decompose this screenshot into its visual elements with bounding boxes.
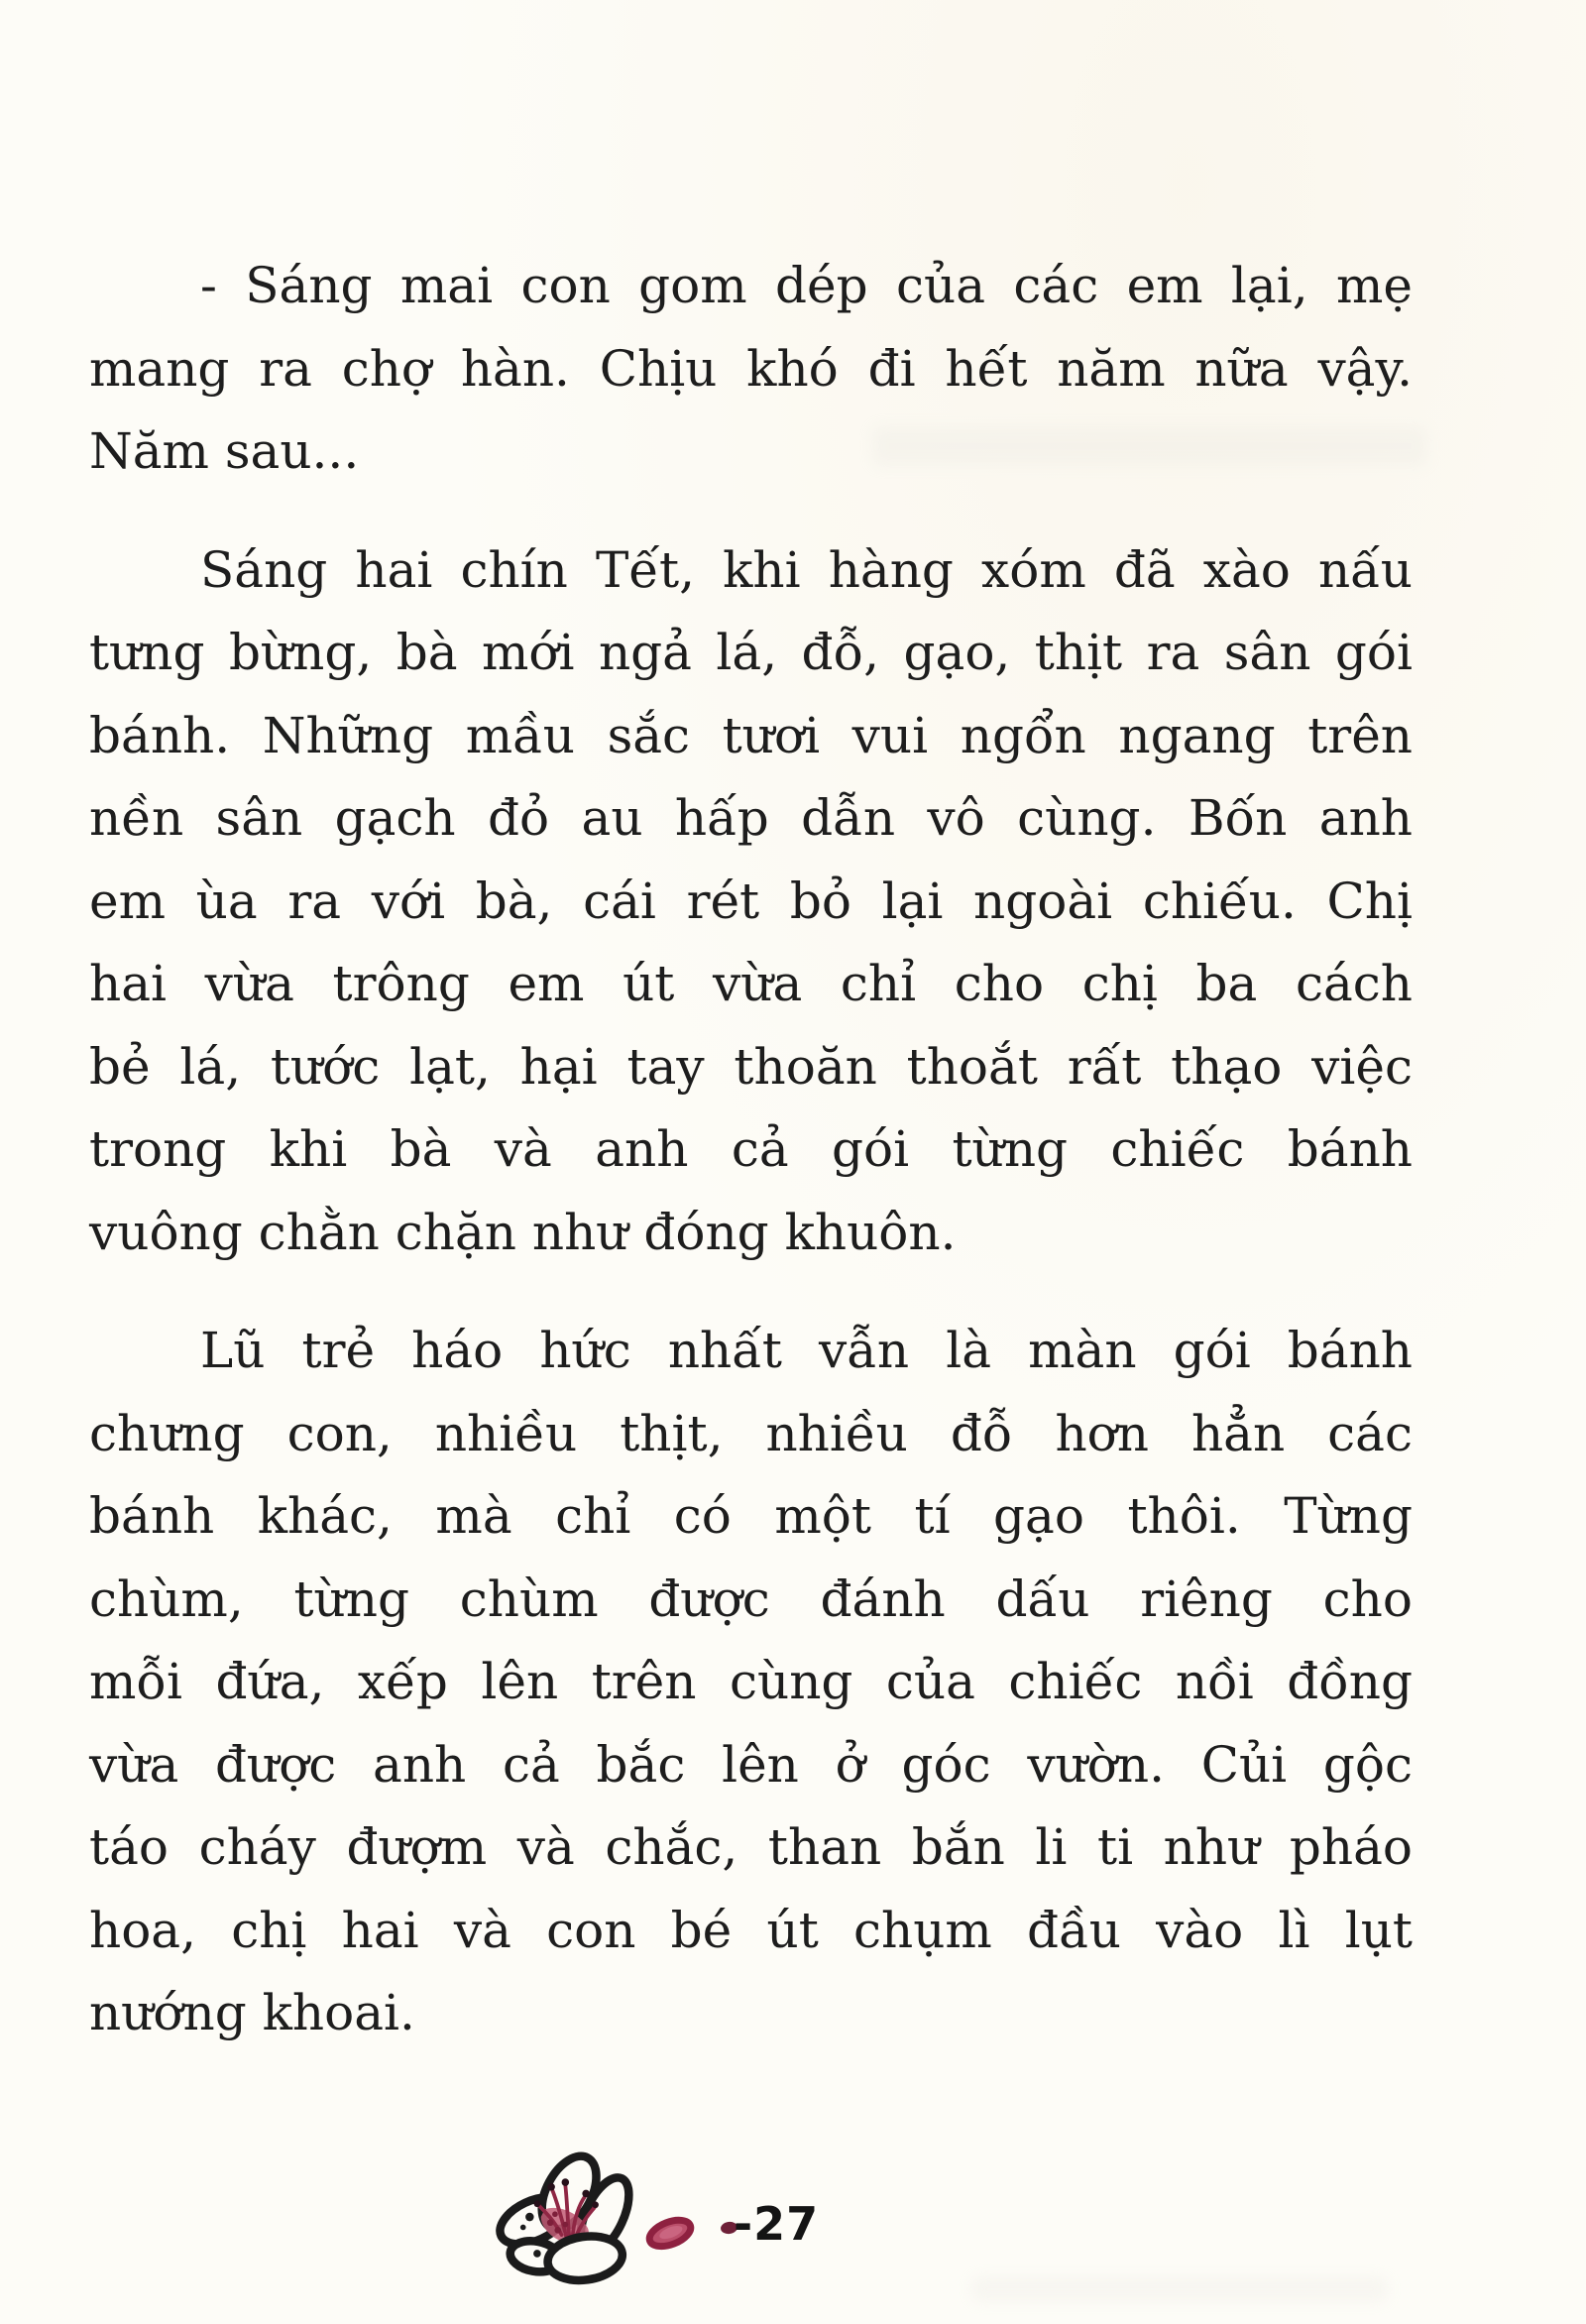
text-line: em ùa ra với bà, cái rét bỏ lại ngoài chiếu. Chị	[89, 872, 1413, 930]
petal-icon	[639, 2209, 701, 2257]
text-line: nướng khoai.	[89, 1984, 415, 2041]
text-line: vừa được anh cả bắc lên ở góc vườn. Củi gộc	[89, 1735, 1413, 1794]
text-line: mang ra chợ hàn. Chịu khó đi hết năm nữa vậy.	[89, 339, 1413, 398]
text-line: Năm sau...	[89, 422, 360, 480]
page-footer	[0, 2144, 1586, 2324]
text-line: hoa, chị hai và con bé út chụm đầu vào lì lụt	[89, 1901, 1413, 1959]
text-line: - Sáng mai con gom dép của các em lại, mẹ	[200, 257, 1413, 314]
text-line: Sáng hai chín Tết, khi hàng xóm đã xào nấu	[200, 540, 1413, 599]
page-number	[734, 2199, 819, 2249]
text-line: bánh. Những mầu sắc tươi vui ngổn ngang trên	[89, 706, 1413, 764]
paragraph	[89, 245, 1413, 494]
text-line: bẻ lá, tước lạt, hại tay thoăn thoắt rất thạo việc	[89, 1037, 1413, 1096]
text-line: Lũ trẻ háo hức nhất vẫn là màn gói bánh	[200, 1322, 1413, 1379]
text-line: trong khi bà và anh cả gói từng chiếc bánh	[89, 1120, 1413, 1178]
text-line: chưng con, nhiều thịt, nhiều đỗ hơn hẳn các	[89, 1404, 1413, 1462]
text-line: vuông chằn chặn như đóng khuôn.	[89, 1203, 957, 1261]
text-line: nền sân gạch đỏ au hấp dẫn vô cùng. Bốn anh	[89, 789, 1413, 847]
page-number-value: 27	[753, 2197, 820, 2251]
paragraph	[89, 529, 1413, 1275]
page-number-dash: -	[734, 2197, 754, 2251]
text-line: bánh khác, mà chỉ có một tí gạo thôi. Từng	[89, 1487, 1413, 1545]
text-line: mỗi đứa, xếp lên trên cùng của chiếc nồi đồng	[89, 1653, 1413, 1710]
text-line: hai vừa trông em út vừa chỉ cho chị ba cách	[89, 955, 1413, 1012]
text-line: táo cháy đượm và chắc, than bắn li ti như pháo	[89, 1818, 1413, 1876]
paragraph	[89, 1310, 1413, 2055]
text-line: chùm, từng chùm được đánh dấu riêng cho	[89, 1569, 1413, 1628]
text-line: tưng bừng, bà mới ngả lá, đỗ, gạo, thịt ra sân gói	[89, 624, 1413, 681]
flower-icon	[496, 2148, 646, 2288]
